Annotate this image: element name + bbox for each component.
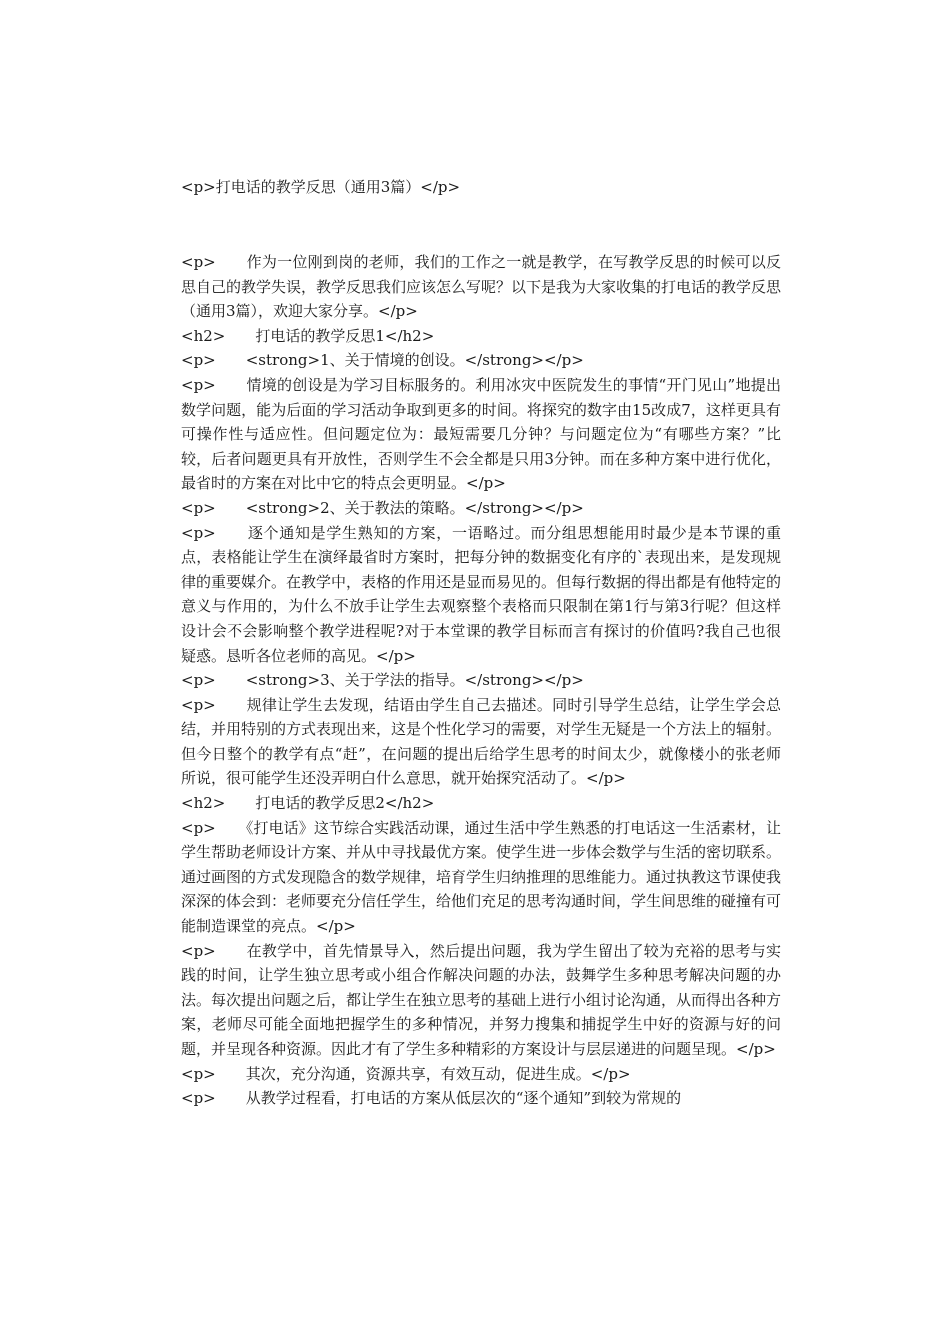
- paragraph: <p> 从教学过程看，打电话的方案从低层次的“逐个通知”到较为常规的: [181, 1089, 682, 1108]
- section-heading-2: <h2> 打电话的教学反思2</h2>: [181, 794, 435, 813]
- paragraph: <p> 规律让学生去发现，结语由学生自己去描述。同时引导学生总结，让学生学会总结，并用特别的方式表现出来，这是个性化学习的需要，对学生无疑是一个方法上的辐射。但今日整个的教学有点“赶”，在问题的提出后给学生思考的时间太少，就像楼小的张老师所说，很可能学生还没弄明白什么意思，就开始探究活动了。</p>: [181, 695, 782, 788]
- subheading-2: <p> <strong>2、关于教法的策略。</strong></p>: [181, 498, 584, 517]
- paragraph: <p> 逐个通知是学生熟知的方案，一语略过。而分组思想能用时最少是本节课的重点，表格能让学生在演绎最省时方案时，把每分钟的数据变化有序的`表现出来，是发现规律的重要媒介。在教学中，表格的作用还是显而易见的。但每行数据的得出都是有他特定的意义与作用的，为什么不放手让学生去观察整个表格而只限制在第1行与第3行呢？但这样设计会不会影响整个教学进程呢?对于本堂课的教学目标而言有探讨的价值吗?我自己也很疑惑。恳听各位老师的高见。</p>: [181, 523, 782, 665]
- document-body: [181, 250, 781, 1111]
- document-title: <p>打电话的教学反思（通用3篇）</p>: [181, 178, 461, 196]
- intro-paragraph: <p> 作为一位刚到岗的老师，我们的工作之一就是教学，在写教学反思的时候可以反思自己的教学失误，教学反思我们应该怎么写呢？以下是我为大家收集的打电话的教学反思（通用3篇），欢迎大家分享。</p>: [181, 253, 782, 321]
- section-heading-1: <h2> 打电话的教学反思1</h2>: [181, 326, 435, 345]
- subheading-3: <p> <strong>3、关于学法的指导。</strong></p>: [181, 671, 584, 690]
- paragraph: <p> 其次，充分沟通，资源共享，有效互动，促进生成。</p>: [181, 1064, 631, 1083]
- subheading-1: <p> <strong>1、关于情境的创设。</strong></p>: [181, 351, 584, 370]
- paragraph: <p> 《打电话》这节综合实践活动课，通过生活中学生熟悉的打电话这一生活素材，让学生帮助老师设计方案、并从中寻找最优方案。使学生进一步体会数学与生活的密切联系。通过画图的方式发现隐含的数学规律，培育学生归纳推理的思维能力。通过执教这节课使我深深的体会到：老师要充分信任学生，给他们充足的思考沟通时间，学生间思维的碰撞有可能制造课堂的亮点。</p>: [181, 818, 782, 936]
- paragraph: <p> 在教学中，首先情景导入，然后提出问题，我为学生留出了较为充裕的思考与实践的时间，让学生独立思考或小组合作解决问题的办法，鼓舞学生多种思考解决问题的办法。每次提出问题之后，都让学生在独立思考的基础上进行小组讨论沟通，从而得出各种方案，老师尽可能全面地把握学生的多种情况，并努力搜集和捕捉学生中好的资源与好的问题，并呈现各种资源。因此才有了学生多种精彩的方案设计与层层递进的问题呈现。</p>: [181, 941, 782, 1058]
- paragraph: <p> 情境的创设是为学习目标服务的。利用冰灾中医院发生的事情“开门见山”地提出数学问题，能为后面的学习活动争取到更多的时间。将探究的数字由15改成7，这样更具有可操作性与适应性。但问题定位为：最短需要几分钟？与问题定位为“有哪些方案？”比较，后者问题更具有开放性，否则学生不会全都是只用3分钟。而在多种方案中进行优化，最省时的方案在对比中它的特点会更明显。</p>: [181, 375, 781, 493]
